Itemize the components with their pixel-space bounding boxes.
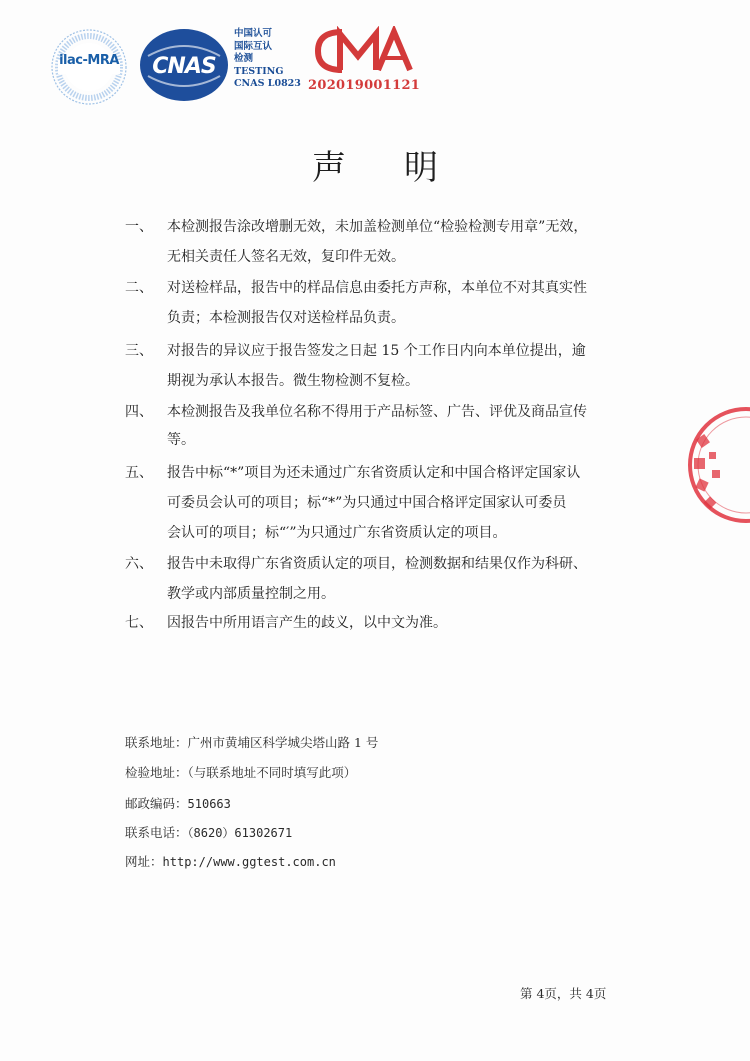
clause-line: 期视为承认本报告。微生物检测不复检。 (167, 373, 419, 389)
clause-number: 一、 (125, 219, 153, 235)
phone-value: （8620）61302671 (187, 826, 293, 840)
clause-line: 教学或内部质量控制之用。 (167, 586, 335, 602)
cnas-side-line: 检测 (234, 53, 254, 64)
page-title: 声明 (312, 148, 496, 188)
inspection-address-row (125, 763, 356, 781)
cma-certificate-number: 202019001121 (308, 78, 421, 93)
postcode-value: 510663 (187, 797, 231, 811)
clause-number: 五、 (125, 465, 153, 481)
clause-line: 本检测报告及我单位名称不得用于产品标签、广告、评优及商品宣传 (167, 404, 587, 420)
phone-row (125, 823, 292, 841)
cnas-side-line: 国际互认 (234, 40, 273, 52)
cma-logo-icon (312, 26, 414, 76)
clause-line: 因报告中所用语言产生的歧义，以中文为准。 (167, 615, 447, 631)
clause-line: 负责；本检测报告仅对送检样品负责。 (167, 310, 405, 326)
clause-number: 七、 (125, 615, 153, 631)
postcode-label: 邮政编码： (125, 796, 188, 811)
cnas-side-line: CNAS L0823 (234, 78, 301, 89)
phone-label: 联系电话： (125, 825, 188, 840)
website-row (125, 852, 336, 870)
cnas-side-line: 中国认可 (234, 28, 273, 39)
clause-number: 二、 (125, 280, 153, 296)
clause-line: 本检测报告涂改增删无效，未加盖检测单位“检验检测专用章”无效， (167, 219, 588, 235)
address-value: 广州市黄埔区科学城尖塔山路 1 号 (187, 735, 379, 750)
postcode-row (125, 794, 231, 812)
clause-line: 对送检样品，报告中的样品信息由委托方声称，本单位不对其真实性 (167, 280, 587, 296)
clause-line: 对报告的异议应于报告签发之日起 15 个工作日内向本单位提出，逾 (167, 343, 586, 359)
clause-line: 会认可的项目；标“′”为只通过广东省资质认定的项目。 (167, 525, 507, 541)
contact-address-row (125, 733, 378, 751)
clause-line: 报告中标“*”项目为还未通过广东省资质认定和中国合格评定国家认 (167, 465, 581, 481)
clause-number: 三、 (125, 343, 153, 359)
cnas-logo-text: CNAS (152, 54, 216, 79)
official-seal-icon (676, 400, 750, 530)
svg-text:CMA: CMA (312, 26, 315, 27)
clause-number: 四、 (125, 404, 153, 420)
cnas-side-line: TESTING (234, 65, 284, 77)
page-number: 第 4页，共 4页 (520, 986, 607, 1001)
clause-line: 等。 (167, 432, 195, 448)
website-label: 网址： (125, 854, 163, 869)
clause-line: 可委员会认可的项目；标“*”为只通过中国合格评定国家认可委员 (167, 495, 567, 511)
ilac-logo-text: ilac-MRA (59, 53, 119, 68)
inspection-value: （与联系地址不同时填写此项） (187, 765, 357, 780)
address-label: 联系地址： (125, 735, 188, 750)
inspection-label: 检验地址： (125, 765, 188, 780)
website-value[interactable]: http://www.ggtest.com.cn (162, 855, 336, 869)
clause-number: 六、 (125, 556, 153, 572)
cnas-accreditation-text (234, 28, 304, 91)
clause-line: 无相关责任人签名无效，复印件无效。 (167, 249, 405, 265)
clause-line: 报告中未取得广东省资质认定的项目，检测数据和结果仅作为科研、 (167, 556, 587, 572)
